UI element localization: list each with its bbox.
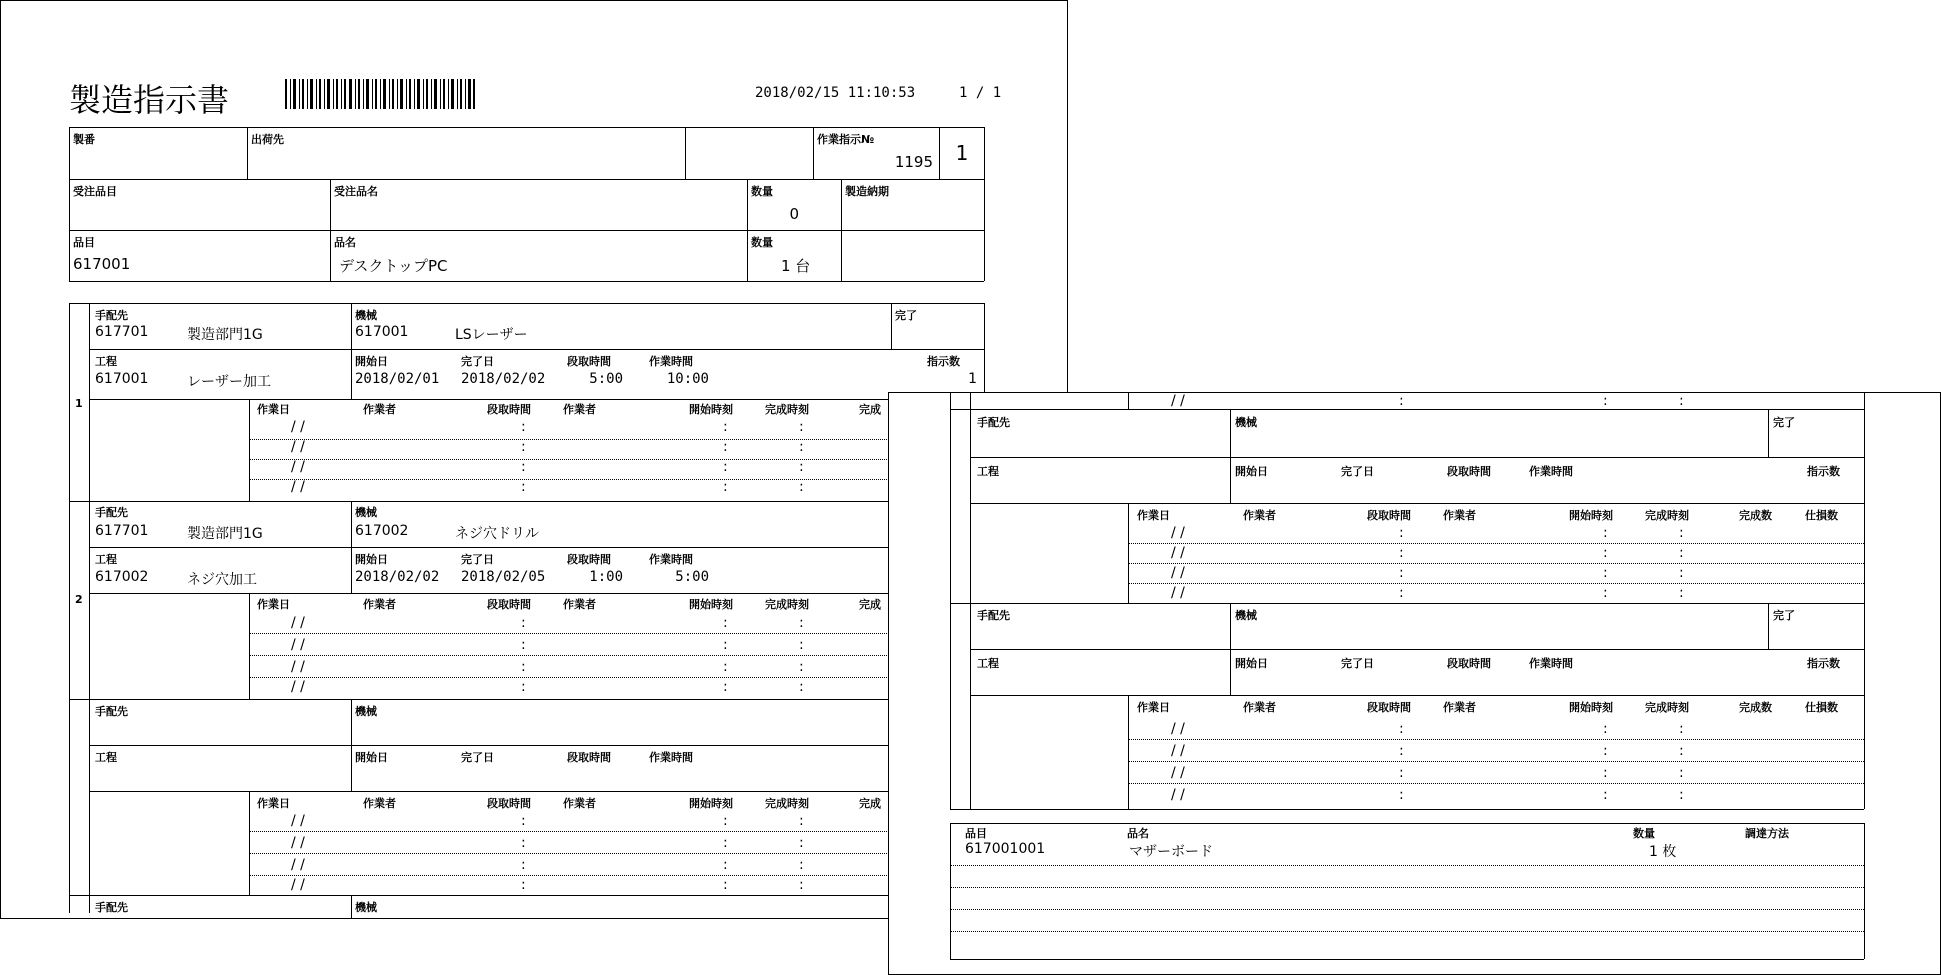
order-item-name-label: 受注品名	[334, 185, 378, 198]
barcode	[285, 79, 475, 109]
b2-row4-c3: :	[799, 679, 804, 695]
b1-start-date: 2018/02/01	[355, 371, 440, 387]
b1-row2-c3: :	[799, 439, 804, 455]
b2-process-code: 617002	[95, 569, 149, 585]
b3-row1-c3: :	[799, 813, 804, 829]
parts-quantity-label: 数量	[1633, 827, 1655, 840]
b3-worktime-label: 作業時間	[649, 751, 693, 764]
b2-end-date-label: 完了日	[461, 553, 494, 566]
p2a-workdate-h: 作業日	[1137, 509, 1170, 522]
parts-procurement-label: 調達方法	[1745, 827, 1789, 840]
block2-no: 2	[75, 593, 83, 606]
b2-row2-date: / /	[291, 637, 305, 653]
p2a-instr-label: 指示数	[1807, 465, 1840, 478]
page-number: 1 / 1	[959, 85, 1002, 101]
b1-supplier-label: 手配先	[95, 309, 128, 322]
b1-start-date-label: 開始日	[355, 355, 388, 368]
p2b-done-label: 完了	[1773, 609, 1795, 622]
order-item-label: 受注品目	[73, 185, 117, 198]
b2-workdate-h: 作業日	[257, 598, 290, 611]
b4-machine-label: 機械	[355, 901, 377, 914]
b2-worker-h: 作業者	[363, 598, 396, 611]
p2a-row1-date: / /	[1171, 525, 1185, 541]
p2b-end-time-h: 完成時刻	[1645, 701, 1689, 714]
b1-row4-c3: :	[799, 479, 804, 495]
b3-row2-c2: :	[723, 835, 728, 851]
b1-work-time: 10:00	[666, 371, 709, 387]
destination-label: 出荷先	[251, 133, 284, 146]
b1-worker2-h: 作業者	[563, 403, 596, 416]
b1-setup-h: 段取時間	[487, 403, 531, 416]
item-name-label: 品名	[334, 236, 356, 249]
b1-supplier-code: 617701	[95, 324, 149, 340]
p2b-workdate-h: 作業日	[1137, 701, 1170, 714]
p2a-end-time-h: 完成時刻	[1645, 509, 1689, 522]
b1-row4-c2: :	[723, 479, 728, 495]
b1-row1-c3: :	[799, 419, 804, 435]
b1-row3-c1: :	[521, 459, 526, 475]
p2b-worktime-label: 作業時間	[1529, 657, 1573, 670]
p2b-end-date-label: 完了日	[1341, 657, 1374, 670]
p2-top-date: / /	[1171, 393, 1185, 409]
p2a-row1-c1: :	[1399, 525, 1404, 541]
p2b-start-date-label: 開始日	[1235, 657, 1268, 670]
b3-row1-date: / /	[291, 813, 305, 829]
b2-end-date: 2018/02/05	[461, 569, 546, 585]
copy-number: 1	[955, 141, 969, 165]
b3-start-date-label: 開始日	[355, 751, 388, 764]
p2a-start-time-h: 開始時刻	[1569, 509, 1613, 522]
b3-row3-c1: :	[521, 857, 526, 873]
p2a-end-date-label: 完了日	[1341, 465, 1374, 478]
p2a-row2-c2: :	[1603, 545, 1608, 561]
p2b-row4-c1: :	[1399, 787, 1404, 803]
b1-row2-c2: :	[723, 439, 728, 455]
parts-item-name-label: 品名	[1127, 827, 1149, 840]
b2-start-date: 2018/02/02	[355, 569, 440, 585]
document-title: 製造指示書	[69, 81, 230, 119]
b1-row2-c1: :	[521, 439, 526, 455]
b3-row2-date: / /	[291, 835, 305, 851]
b1-row4-c1: :	[521, 479, 526, 495]
b1-machine-name: LSレーザー	[455, 327, 528, 343]
p2b-row1-date: / /	[1171, 721, 1185, 737]
p2b-row2-date: / /	[1171, 743, 1185, 759]
p2a-defect-h: 仕損数	[1805, 509, 1838, 522]
p2a-start-date-label: 開始日	[1235, 465, 1268, 478]
p2b-setup-label: 段取時間	[1447, 657, 1491, 670]
parts-row1-item-name: マザーボード	[1129, 844, 1213, 860]
b2-row2-c1: :	[521, 637, 526, 653]
item-name: デスクトップPC	[339, 257, 448, 275]
p2b-completed-h: 完成数	[1739, 701, 1772, 714]
b3-row3-date: / /	[291, 857, 305, 873]
b1-setup-time: 5:00	[589, 371, 623, 387]
p2a-row3-c3: :	[1679, 565, 1684, 581]
p2b-supplier-label: 手配先	[977, 609, 1010, 622]
b3-row4-date: / /	[291, 877, 305, 893]
b1-machine-label: 機械	[355, 309, 377, 322]
b1-instr-count: 1	[968, 371, 977, 387]
instruction-sheet-page2	[888, 392, 1941, 975]
b2-machine-label: 機械	[355, 506, 377, 519]
p2b-process-label: 工程	[977, 657, 999, 670]
p2a-setup-h: 段取時間	[1367, 509, 1411, 522]
p2a-row2-c3: :	[1679, 545, 1684, 561]
p2b-row3-date: / /	[1171, 765, 1185, 781]
p2b-row4-date: / /	[1171, 787, 1185, 803]
b1-worktime-label: 作業時間	[649, 355, 693, 368]
print-timestamp: 2018/02/15 11:10:53	[755, 85, 916, 101]
b2-row3-c1: :	[521, 659, 526, 675]
mfg-due-label: 製造納期	[845, 185, 889, 198]
parts-item-label: 品目	[965, 827, 987, 840]
b2-machine-name: ネジ穴ドリル	[455, 526, 539, 542]
b1-instr-label: 指示数	[927, 355, 960, 368]
b2-row2-c3: :	[799, 637, 804, 653]
b3-supplier-label: 手配先	[95, 705, 128, 718]
b2-supplier-code: 617701	[95, 523, 149, 539]
order-quantity-label: 数量	[751, 185, 773, 198]
p2a-worker2-h: 作業者	[1443, 509, 1476, 522]
item-label: 品目	[73, 236, 95, 249]
b2-supplier-name: 製造部門1G	[187, 526, 263, 542]
order-quantity-value: 0	[789, 205, 799, 223]
parts-row1-item: 617001001	[965, 841, 1046, 857]
p2a-row1-c2: :	[1603, 525, 1608, 541]
p2b-defect-h: 仕損数	[1805, 701, 1838, 714]
b3-setup-h: 段取時間	[487, 797, 531, 810]
b2-completed-h: 完成	[859, 598, 881, 611]
b3-row4-c3: :	[799, 877, 804, 893]
b3-row3-c3: :	[799, 857, 804, 873]
b3-end-time-h: 完成時刻	[765, 797, 809, 810]
p2a-row2-c1: :	[1399, 545, 1404, 561]
p2b-row2-c1: :	[1399, 743, 1404, 759]
p2b-row1-c1: :	[1399, 721, 1404, 737]
block1-no: 1	[75, 397, 83, 410]
quantity-label: 数量	[751, 236, 773, 249]
b1-row3-date: / /	[291, 459, 305, 475]
p2a-row3-c2: :	[1603, 565, 1608, 581]
p2a-setup-label: 段取時間	[1447, 465, 1491, 478]
b2-work-time: 5:00	[675, 569, 709, 585]
b3-row1-c1: :	[521, 813, 526, 829]
b2-supplier-label: 手配先	[95, 506, 128, 519]
quantity-value: 1 台	[781, 257, 811, 275]
p2a-worktime-label: 作業時間	[1529, 465, 1573, 478]
b1-end-time-h: 完成時刻	[765, 403, 809, 416]
b3-workdate-h: 作業日	[257, 797, 290, 810]
p2a-row4-date: / /	[1171, 585, 1185, 601]
b1-process-name: レーザー加工	[187, 374, 271, 390]
b1-setup-label: 段取時間	[567, 355, 611, 368]
work-order-no-value: 1195	[894, 153, 933, 171]
b3-setup-label: 段取時間	[567, 751, 611, 764]
p2b-row1-c3: :	[1679, 721, 1684, 737]
p2b-worker2-h: 作業者	[1443, 701, 1476, 714]
b4-supplier-label: 手配先	[95, 901, 128, 914]
p2b-machine-label: 機械	[1235, 609, 1257, 622]
b2-row1-c2: :	[723, 615, 728, 631]
b1-row1-date: / /	[291, 419, 305, 435]
p2b-row1-c2: :	[1603, 721, 1608, 737]
p2-top-c2: :	[1603, 393, 1608, 409]
p2b-start-time-h: 開始時刻	[1569, 701, 1613, 714]
b2-row2-c2: :	[723, 637, 728, 653]
b1-start-time-h: 開始時刻	[689, 403, 733, 416]
p2b-row3-c1: :	[1399, 765, 1404, 781]
b1-row3-c3: :	[799, 459, 804, 475]
b1-completed-h: 完成	[859, 403, 881, 416]
b2-row3-c2: :	[723, 659, 728, 675]
p2a-worker-h: 作業者	[1243, 509, 1276, 522]
b2-row1-date: / /	[291, 615, 305, 631]
b2-machine-code: 617002	[355, 523, 409, 539]
b3-worker2-h: 作業者	[563, 797, 596, 810]
b2-row4-c1: :	[521, 679, 526, 695]
b2-row4-c2: :	[723, 679, 728, 695]
b2-process-label: 工程	[95, 553, 117, 566]
b3-start-time-h: 開始時刻	[689, 797, 733, 810]
p2a-row4-c2: :	[1603, 585, 1608, 601]
item-code: 617001	[73, 255, 131, 273]
p2a-row4-c1: :	[1399, 585, 1404, 601]
p2a-process-label: 工程	[977, 465, 999, 478]
p2a-row3-c1: :	[1399, 565, 1404, 581]
b3-row3-c2: :	[723, 857, 728, 873]
b3-completed-h: 完成	[859, 797, 881, 810]
p2a-machine-label: 機械	[1235, 416, 1257, 429]
b1-workdate-h: 作業日	[257, 403, 290, 416]
b2-row3-date: / /	[291, 659, 305, 675]
b2-setup-h: 段取時間	[487, 598, 531, 611]
p2b-row3-c3: :	[1679, 765, 1684, 781]
b3-row4-c2: :	[723, 877, 728, 893]
b2-worktime-label: 作業時間	[649, 553, 693, 566]
b1-row1-c1: :	[521, 419, 526, 435]
p2b-row2-c2: :	[1603, 743, 1608, 759]
seiban-label: 製番	[73, 133, 95, 146]
b3-end-date-label: 完了日	[461, 751, 494, 764]
b3-process-label: 工程	[95, 751, 117, 764]
p2a-done-label: 完了	[1773, 416, 1795, 429]
b1-row1-c2: :	[723, 419, 728, 435]
p2a-completed-h: 完成数	[1739, 509, 1772, 522]
p2a-row4-c3: :	[1679, 585, 1684, 601]
p2-top-c1: :	[1399, 393, 1404, 409]
p2-top-c3: :	[1679, 393, 1684, 409]
b2-process-name: ネジ穴加工	[187, 572, 257, 588]
p2b-worker-h: 作業者	[1243, 701, 1276, 714]
p2b-row4-c3: :	[1679, 787, 1684, 803]
b2-end-time-h: 完成時刻	[765, 598, 809, 611]
p2b-row3-c2: :	[1603, 765, 1608, 781]
b1-row4-date: / /	[291, 479, 305, 495]
b1-worker-h: 作業者	[363, 403, 396, 416]
b3-row1-c2: :	[723, 813, 728, 829]
p2a-row3-date: / /	[1171, 565, 1185, 581]
b1-supplier-name: 製造部門1G	[187, 327, 263, 343]
p2b-row2-c3: :	[1679, 743, 1684, 759]
parts-row1-quantity: 1 枚	[1649, 844, 1677, 860]
b3-row4-c1: :	[521, 877, 526, 893]
b2-start-date-label: 開始日	[355, 553, 388, 566]
b3-worker-h: 作業者	[363, 797, 396, 810]
p2a-supplier-label: 手配先	[977, 416, 1010, 429]
b2-row1-c1: :	[521, 615, 526, 631]
p2a-row1-c3: :	[1679, 525, 1684, 541]
p2b-instr-label: 指示数	[1807, 657, 1840, 670]
p2b-setup-h: 段取時間	[1367, 701, 1411, 714]
b2-worker2-h: 作業者	[563, 598, 596, 611]
b1-row3-c2: :	[723, 459, 728, 475]
b2-setup-time: 1:00	[589, 569, 623, 585]
b1-machine-code: 617001	[355, 324, 409, 340]
b1-process-label: 工程	[95, 355, 117, 368]
b1-end-date-label: 完了日	[461, 355, 494, 368]
b3-row2-c3: :	[799, 835, 804, 851]
b1-row2-date: / /	[291, 439, 305, 455]
b1-end-date: 2018/02/02	[461, 371, 546, 387]
p2a-row2-date: / /	[1171, 545, 1185, 561]
b2-start-time-h: 開始時刻	[689, 598, 733, 611]
b2-setup-label: 段取時間	[567, 553, 611, 566]
b2-row4-date: / /	[291, 679, 305, 695]
b1-done-label: 完了	[895, 309, 917, 322]
b3-row2-c1: :	[521, 835, 526, 851]
b1-process-code: 617001	[95, 371, 149, 387]
b2-row3-c3: :	[799, 659, 804, 675]
b3-machine-label: 機械	[355, 705, 377, 718]
work-order-no-label: 作業指示№	[817, 133, 875, 146]
b2-row1-c3: :	[799, 615, 804, 631]
p2b-row4-c2: :	[1603, 787, 1608, 803]
